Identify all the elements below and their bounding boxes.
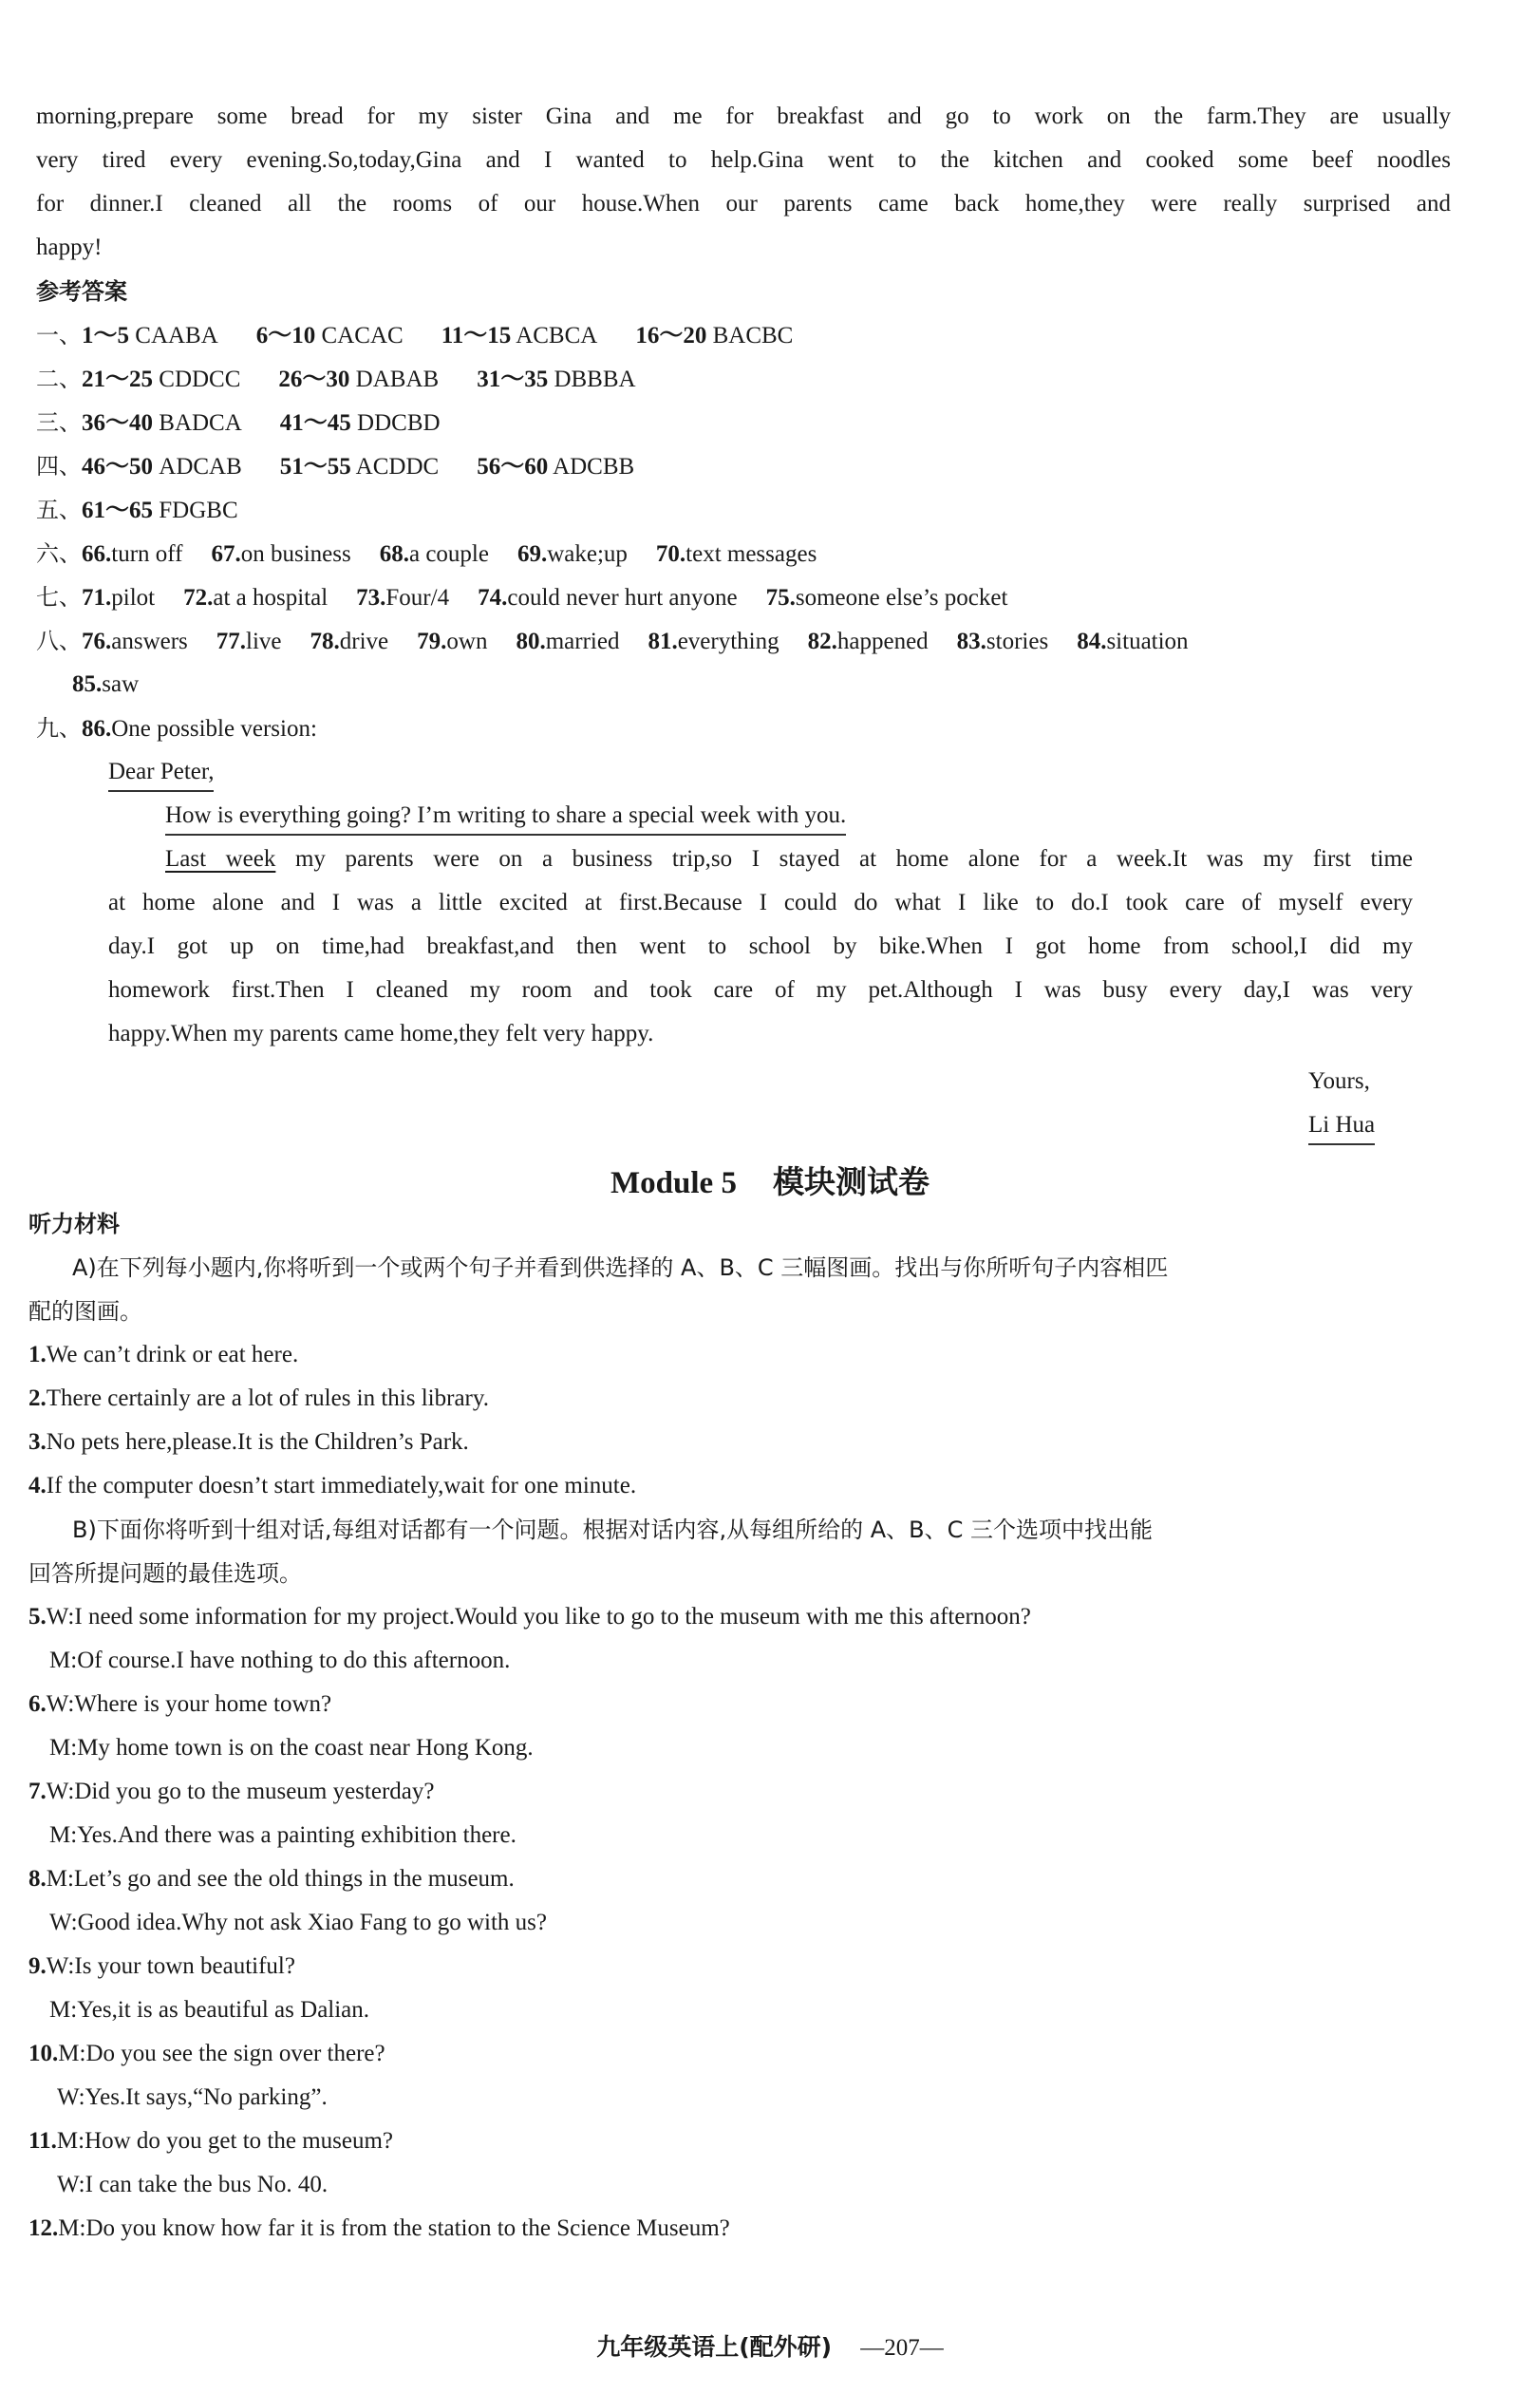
- item-number: 4.: [28, 1473, 47, 1498]
- answer-value: FDGBC: [159, 498, 238, 523]
- text-line: very tired every evening.So,today,Gina and I wanted to help.Gina went to the kitchen and cooked some beef noodles: [36, 147, 1451, 173]
- answer-value: CAABA: [135, 323, 218, 349]
- book-title: 九年级英语上(配外研): [596, 2333, 833, 2361]
- speaker: M:: [58, 2041, 86, 2066]
- answer-row: [36, 406, 441, 440]
- item-number: 11.: [28, 2128, 57, 2154]
- dialogue-text: Yes.And there was a painting exhibition there.: [77, 1822, 516, 1848]
- row-prefix: 五、: [36, 497, 82, 523]
- item-number: 76.: [82, 629, 112, 654]
- answer-value: DABAB: [355, 367, 440, 392]
- answer-value: stories: [986, 629, 1049, 654]
- answer-value: saw: [102, 671, 140, 697]
- text-line: happy!: [36, 235, 103, 260]
- answer-row: [36, 712, 317, 745]
- dialogue-text: Do you know how far it is from the station to the Science Museum?: [85, 2215, 730, 2241]
- answer-value: wake;up: [547, 541, 628, 567]
- answer-range: 46～50: [82, 454, 154, 480]
- answer-value: live: [246, 629, 282, 654]
- letter-line: homework first.Then I cleaned my room and took care of my pet.Although I was busy every day,I was very: [108, 977, 1413, 1003]
- item-number: 3.: [28, 1429, 47, 1455]
- listening-item: [28, 1470, 636, 1502]
- dialogue-line: [49, 1907, 547, 1939]
- answer-value: DDCBD: [357, 410, 441, 436]
- dialogue-line: [57, 2082, 328, 2114]
- listening-heading: 听力材料: [28, 1211, 120, 1237]
- item-text: No pets here,please.It is the Children’s Park.: [46, 1429, 469, 1455]
- item-number: 66.: [82, 541, 112, 567]
- item-number: 74.: [478, 585, 508, 611]
- item-number: 73.: [356, 585, 386, 611]
- speaker: W:: [46, 1779, 75, 1804]
- answer-range: 41～45: [279, 410, 351, 436]
- item-number: 70.: [655, 541, 686, 567]
- dialogue-line: [49, 1994, 369, 2026]
- item-number: 68.: [379, 541, 409, 567]
- page-footer: [0, 2328, 1540, 2363]
- listening-item: [28, 1339, 298, 1371]
- answer-value: a couple: [408, 541, 489, 567]
- answer-range: 6～10: [255, 323, 316, 349]
- answer-value: CDDCC: [159, 367, 241, 392]
- dialogue-text: I need some information for my project.Would you like to go to the museum with me this afternoon?: [74, 1604, 1031, 1630]
- item-text: We can’t drink or eat here.: [46, 1342, 299, 1367]
- answer-value: ADCBB: [553, 454, 635, 480]
- answer-value: someone else’s pocket: [795, 585, 1008, 611]
- item-number: 72.: [183, 585, 214, 611]
- speaker: M:: [46, 1866, 74, 1892]
- listening-item: [28, 1383, 489, 1415]
- answer-row: [36, 450, 634, 483]
- answer-value: BACBC: [712, 323, 794, 349]
- answer-range: 26～30: [278, 367, 350, 392]
- dialogue-text: My home town is on the coast near Hong Kong.: [77, 1735, 534, 1761]
- body-text: my parents were on a business trip,so I stayed at home alone for a week.It was my first time: [275, 846, 1413, 872]
- row-prefix: 三、: [36, 409, 82, 436]
- text-line: for dinner.I cleaned all the rooms of our house.When our parents came back home,they were really surprised and: [36, 191, 1451, 217]
- greeting-text: Dear Peter,: [108, 756, 214, 792]
- answer-value: married: [545, 629, 620, 654]
- section-a-instructions: A)在下列每小题内,你将听到一个或两个句子并看到供选择的 A、B、C 三幅图画。找出与你所听句子内容相匹: [72, 1254, 1169, 1281]
- dialogue-line: [49, 1819, 516, 1852]
- answer-value: on business: [240, 541, 351, 567]
- dialogue-text: Yes.It says,“No parking”.: [85, 2084, 328, 2110]
- speaker: M:: [49, 1735, 78, 1761]
- item-number: 71.: [82, 585, 112, 611]
- speaker: W:: [49, 1910, 78, 1935]
- section-b-instructions: 回答所提问题的最佳选项。: [28, 1560, 302, 1587]
- item-number: 75.: [765, 585, 796, 611]
- opening-text: How is everything going? I’m writing to share a special week with you.: [165, 800, 846, 836]
- text-line: morning,prepare some bread for my sister Gina and me for breakfast and go to work on the farm.They are usually: [36, 104, 1451, 129]
- dialogue-text: I can take the bus No. 40.: [85, 2172, 329, 2197]
- answer-value: One possible version:: [111, 716, 317, 742]
- speaker: M:: [49, 1997, 78, 2023]
- item-number: 79.: [417, 629, 447, 654]
- dialogue-line: [28, 2213, 730, 2245]
- answer-range: 11～15: [441, 323, 512, 349]
- answer-range: 1～5: [82, 323, 130, 349]
- item-text: There certainly are a lot of rules in this library.: [46, 1385, 489, 1411]
- item-number: 67.: [211, 541, 241, 567]
- letter-signature: [1308, 1109, 1375, 1145]
- speaker: M:: [49, 1648, 78, 1673]
- dialogue-text: How do you get to the museum?: [85, 2128, 394, 2154]
- speaker: M:: [56, 2128, 85, 2154]
- answer-value: ACDDC: [355, 454, 440, 480]
- item-number: 85.: [72, 671, 103, 697]
- item-number: 8.: [28, 1866, 47, 1892]
- answer-range: 56～60: [477, 454, 549, 480]
- letter-opening: [165, 800, 846, 836]
- item-number: 83.: [956, 629, 986, 654]
- speaker: M:: [49, 1822, 78, 1848]
- answer-row: [72, 669, 139, 701]
- dialogue-line: [57, 2169, 328, 2201]
- item-number: 5.: [28, 1604, 47, 1630]
- section-a-instructions: 配的图画。: [28, 1298, 142, 1325]
- answer-value: BADCA: [159, 410, 242, 436]
- item-number: 2.: [28, 1385, 47, 1411]
- dialogue-text: Did you go to the museum yesterday?: [74, 1779, 435, 1804]
- item-number: 7.: [28, 1779, 47, 1804]
- dialogue-line: [28, 1863, 515, 1895]
- page-number: —207—: [860, 2335, 944, 2361]
- dialogue-text: Of course.I have nothing to do this afternoon.: [77, 1648, 511, 1673]
- item-number: 1.: [28, 1342, 47, 1367]
- dialogue-text: Do you see the sign over there?: [85, 2041, 385, 2066]
- answer-row: [36, 581, 1007, 614]
- speaker: W:: [46, 1691, 75, 1717]
- item-number: 6.: [28, 1691, 47, 1717]
- module-title-cn: 模块测试卷: [772, 1163, 930, 1200]
- speaker: W:: [57, 2084, 85, 2110]
- answer-row: [36, 363, 636, 396]
- speaker: W:: [46, 1953, 75, 1979]
- answer-range: 36～40: [82, 410, 154, 436]
- answer-range: 51～55: [279, 454, 351, 480]
- speaker: W:: [57, 2172, 85, 2197]
- item-number: 82.: [807, 629, 837, 654]
- signature-text: Li Hua: [1308, 1109, 1375, 1145]
- item-number: 77.: [216, 629, 247, 654]
- item-text: If the computer doesn’t start immediately,wait for one minute.: [46, 1473, 637, 1498]
- underlined-text: Last week: [165, 846, 276, 872]
- dialogue-text: Is your town beautiful?: [74, 1953, 295, 1979]
- dialogue-text: Yes,it is as beautiful as Dalian.: [77, 1997, 370, 2023]
- answer-range: 61～65: [82, 498, 154, 523]
- answer-value: own: [446, 629, 488, 654]
- answer-value: DBBBA: [554, 367, 636, 392]
- module-title: [0, 1161, 1540, 1204]
- answer-row: [36, 319, 793, 352]
- answer-value: text messages: [685, 541, 817, 567]
- answer-value: answers: [111, 629, 188, 654]
- dialogue-text: Good idea.Why not ask Xiao Fang to go with us?: [77, 1910, 547, 1935]
- answer-value: pilot: [111, 585, 156, 611]
- speaker: M:: [58, 2215, 86, 2241]
- answer-row: [36, 537, 817, 571]
- answer-row: [36, 494, 238, 527]
- dialogue-line: [28, 1950, 295, 1983]
- letter-closing: Yours,: [1308, 1068, 1370, 1094]
- letter-greeting: [108, 756, 214, 792]
- answers-heading: 参考答案: [36, 278, 127, 305]
- letter-line: [165, 843, 1413, 876]
- item-number: 80.: [516, 629, 546, 654]
- row-prefix: 七、: [36, 584, 82, 611]
- answer-value: turn off: [111, 541, 183, 567]
- row-prefix: 八、: [36, 628, 82, 654]
- dialogue-line: [28, 1776, 434, 1808]
- row-prefix: 四、: [36, 453, 82, 480]
- dialogue-line: [28, 2125, 393, 2157]
- listening-item: [28, 1426, 469, 1459]
- item-number: 69.: [516, 541, 548, 567]
- speaker: W:: [46, 1604, 75, 1630]
- dialogue-text: Where is your home town?: [74, 1691, 332, 1717]
- answer-value: happened: [836, 629, 929, 654]
- answer-value: ADCAB: [159, 454, 242, 480]
- section-b-instructions: B)下面你将听到十组对话,每组对话都有一个问题。根据对话内容,从每组所给的 A、B、C 三个选项中找出能: [72, 1517, 1153, 1543]
- letter-line: happy.When my parents came home,they felt very happy.: [108, 1021, 654, 1046]
- letter-line: day.I got up on time,had breakfast,and then went to school by bike.When I got home from school,I did my: [108, 933, 1413, 959]
- item-number: 10.: [28, 2041, 59, 2066]
- item-number: 78.: [310, 629, 340, 654]
- row-prefix: 二、: [36, 366, 82, 392]
- dialogue-line: [49, 1732, 534, 1764]
- answer-value: drive: [339, 629, 389, 654]
- answer-value: at a hospital: [213, 585, 329, 611]
- dialogue-text: Let’s go and see the old things in the museum.: [73, 1866, 515, 1892]
- answer-value: Four/4: [385, 585, 450, 611]
- dialogue-line: [28, 1688, 331, 1721]
- answer-row: [36, 625, 1189, 658]
- item-number: 84.: [1077, 629, 1107, 654]
- answer-value: ACBCA: [516, 323, 598, 349]
- item-number: 86.: [82, 716, 112, 742]
- dialogue-line: [28, 2038, 385, 2070]
- row-prefix: 一、: [36, 322, 82, 349]
- row-prefix: 六、: [36, 540, 82, 567]
- item-number: 12.: [28, 2215, 59, 2241]
- module-title-en: Module 5: [610, 1166, 737, 1200]
- item-number: 9.: [28, 1953, 47, 1979]
- answer-value: CACAC: [321, 323, 404, 349]
- row-prefix: 九、: [36, 715, 82, 742]
- answer-value: could never hurt anyone: [507, 585, 738, 611]
- dialogue-line: [49, 1645, 510, 1677]
- answer-range: 31～35: [477, 367, 549, 392]
- answer-value: situation: [1106, 629, 1189, 654]
- dialogue-line: [28, 1601, 1031, 1633]
- answer-range: 21～25: [82, 367, 154, 392]
- item-number: 81.: [648, 629, 678, 654]
- letter-line: at home alone and I was a little excited at first.Because I could do what I like to do.I took care of myself every: [108, 890, 1413, 915]
- answer-range: 16～20: [635, 323, 707, 349]
- answer-value: everything: [677, 629, 779, 654]
